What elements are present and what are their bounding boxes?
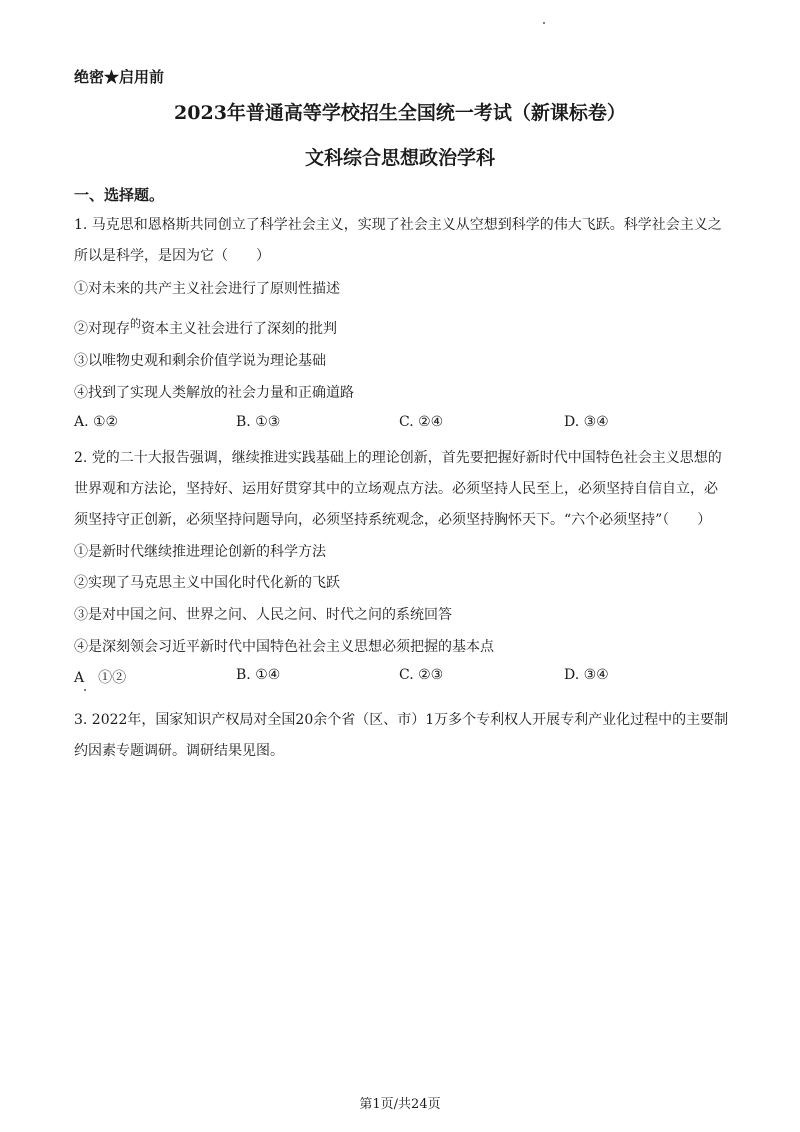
q1-option-c[interactable]: C. ②④ [399, 414, 444, 430]
q2-statement-2: ②实现了马克思主义中国化时代化新的飞跃 [74, 575, 340, 591]
option-a-dot [84, 689, 86, 691]
q1-statement-2 [74, 318, 337, 338]
q2-option-a[interactable]: A ①② [74, 670, 127, 686]
q1-statement-1: ①对未来的共产主义社会进行了原则性描述 [74, 281, 340, 297]
exam-title: 2023年普通高等学校招生全国统一考试（新课标卷） [174, 102, 626, 124]
q2-option-c[interactable]: C. ②③ [399, 667, 444, 683]
q1-statement-2-post: 资本主义社会进行了深刻的批判 [141, 321, 337, 337]
q1-stem-line2: 所以是科学，是因为它（ ） [74, 248, 270, 264]
q1-option-d[interactable]: D. ③④ [564, 414, 609, 430]
q2-option-d[interactable]: D. ③④ [564, 667, 609, 683]
q2-stem-line1: 2. 党的二十大报告强调，继续推进实践基础上的理论创新，首先要把握好新时代中国特色社会主义思想的 [74, 450, 722, 466]
q2-statement-3: ③是对中国之问、世界之问、人民之问、时代之问的系统回答 [74, 607, 452, 623]
q2-statement-4: ④是深刻领会习近平新时代中国特色社会主义思想必须把握的基本点 [74, 639, 494, 655]
q3-stem-line2: 约因素专题调研。调研结果见图。 [74, 743, 284, 759]
q2-statement-1: ①是新时代继续推进理论创新的科学方法 [74, 544, 326, 560]
q1-statement-2-pre: ②对现存 [74, 321, 130, 337]
q1-statement-2-sup: 的 [130, 317, 141, 330]
q1-option-b[interactable]: B. ①③ [236, 414, 281, 430]
q1-stem-line1: 1. 马克思和恩格斯共同创立了科学社会主义，实现了社会主义从空想到科学的伟大飞跃。科学社会主义之 [74, 217, 722, 233]
q3-stem-line1: 3. 2022年，国家知识产权局对全国20余个省（区、市）1万多个专利权人开展专利产业化过程中的主要制 [74, 712, 729, 728]
secret-mark: 绝密★启用前 [74, 68, 165, 86]
page-footer: 第1页/共24页 [359, 1097, 441, 1112]
section-title: 一、选择题。 [74, 186, 165, 204]
q2-stem-line2: 世界观和方法论，坚持好、运用好贯穿其中的立场观点方法。必须坚持人民至上，必须坚持自信自立，必 [74, 481, 718, 497]
q1-option-a[interactable]: A. ①② [74, 414, 119, 430]
q2-option-b[interactable]: B. ①④ [236, 667, 281, 683]
q2-stem-line3: 须坚持守正创新，必须坚持问题导向，必须坚持系统观念，必须坚持胸怀天下。“六个必须坚持”（ ） [74, 512, 712, 528]
q1-statement-4: ④找到了实现人类解放的社会力量和正确道路 [74, 385, 354, 401]
scan-speck [543, 22, 545, 24]
q1-statement-3: ③以唯物史观和剩余价值学说为理论基础 [74, 353, 326, 369]
exam-subtitle: 文科综合思想政治学科 [304, 147, 495, 169]
